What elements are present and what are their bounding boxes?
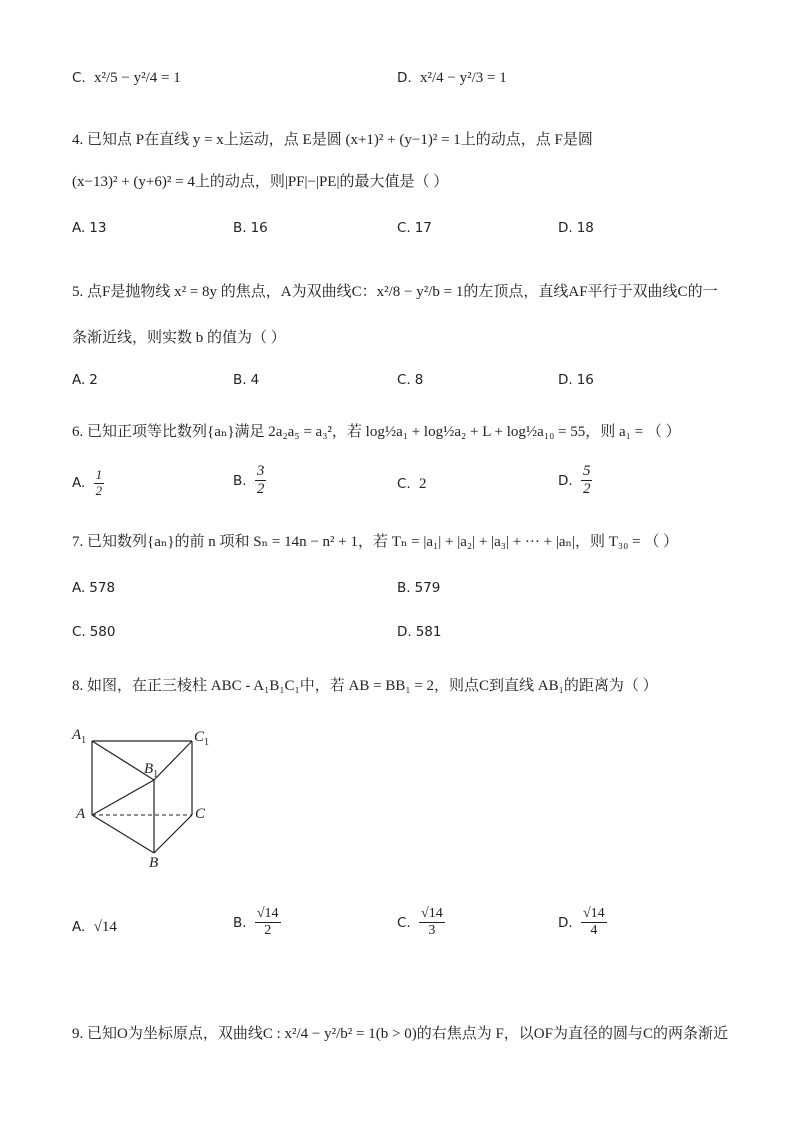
- option-letter: D.: [397, 624, 412, 640]
- label-subscript: 1: [81, 735, 87, 746]
- option-letter: B.: [233, 220, 247, 236]
- q9-stem-line1: 9. 已知O为坐标原点，双曲线C : x²/4 − y²/b² = 1(b > 0)的右焦点为 F，以OF为直径的圆与C的两条渐近: [72, 1026, 728, 1042]
- fraction-numerator: √14: [581, 906, 607, 923]
- option-letter: D.: [558, 472, 573, 489]
- option-letter: C.: [397, 914, 411, 931]
- option-text: 17: [414, 220, 432, 236]
- q3-option-c: [72, 70, 181, 87]
- fraction-numerator: 3: [255, 463, 267, 481]
- option-fraction: [255, 906, 281, 939]
- label-subscript: 1: [153, 769, 159, 780]
- prism-figure: [70, 725, 230, 875]
- label-letter: A: [72, 727, 82, 743]
- q6-option-d: [558, 463, 592, 499]
- label-letter: C: [194, 729, 205, 745]
- q7-option-a: [72, 580, 115, 596]
- option-letter: D.: [558, 372, 573, 388]
- fraction-numerator: 1: [95, 467, 103, 482]
- option-text: 2: [419, 476, 427, 492]
- q7-option-c: [72, 624, 116, 640]
- option-text: 8: [414, 372, 424, 388]
- option-fraction: [581, 463, 593, 499]
- option-fraction: [94, 468, 105, 499]
- option-fraction: [581, 906, 607, 939]
- q8-option-b: [233, 906, 281, 939]
- label-b: B: [149, 855, 159, 871]
- option-equation: x²/5 − y²/4 = 1: [94, 70, 181, 86]
- q4-stem-line2: (x−13)² + (y+6)² = 4上的动点，则|PF|−|PE|的最大值是（ ）: [72, 174, 449, 190]
- q5-stem-line1: 5. 点F是抛物线 x² = 8y 的焦点，A为双曲线C：x²/8 − y²/b = 1的左顶点，直线AF平行于双曲线C的一: [72, 284, 718, 300]
- q8-option-c: [397, 906, 445, 939]
- option-text: 13: [89, 220, 107, 236]
- option-letter: B.: [397, 580, 411, 596]
- q4-option-c: [397, 220, 432, 236]
- option-letter: D.: [558, 220, 573, 236]
- label-subscript: 1: [204, 737, 210, 748]
- fraction-numerator: √14: [419, 906, 445, 923]
- option-letter: A.: [72, 372, 86, 388]
- q6-stem-line1: 6. 已知正项等比数列{aₙ}满足 2a₂a₅ = a₃²，若 log½a₁ + log½a₂ + L + log½a₁₀ = 55，则 a₁ = （ ）: [72, 424, 681, 440]
- fraction-denominator: 2: [95, 482, 103, 498]
- option-text: 580: [89, 624, 116, 640]
- q5-option-a: [72, 372, 98, 388]
- option-letter: A.: [72, 580, 86, 596]
- option-letter: A.: [72, 220, 86, 236]
- label-a: A: [76, 806, 86, 822]
- q6-option-c: [397, 476, 427, 493]
- option-text: 579: [414, 580, 441, 596]
- label-c1: [194, 729, 209, 748]
- q7-option-b: [397, 580, 440, 596]
- q3-option-d: [397, 70, 507, 87]
- q6-option-b: [233, 463, 266, 499]
- q6-option-a: [72, 468, 104, 499]
- q5-option-c: [397, 372, 423, 388]
- fraction-denominator: 2: [264, 923, 272, 939]
- q5-option-d: [558, 372, 594, 388]
- fraction-numerator: √14: [255, 906, 281, 923]
- option-text: 18: [576, 220, 594, 236]
- option-fraction: [419, 906, 445, 939]
- option-letter: B.: [233, 372, 247, 388]
- q7-option-d: [397, 624, 441, 640]
- option-text: 16: [576, 372, 594, 388]
- option-letter: C.: [72, 624, 86, 640]
- option-text: 4: [250, 372, 260, 388]
- option-text: 2: [89, 372, 98, 388]
- option-equation: x²/4 − y²/3 = 1: [419, 70, 507, 86]
- option-letter: D.: [558, 914, 573, 931]
- label-a1: [72, 727, 86, 746]
- q4-option-b: [233, 220, 268, 236]
- fraction-denominator: 3: [428, 923, 436, 939]
- label-letter: B: [144, 761, 154, 777]
- option-letter: C.: [397, 372, 411, 388]
- option-text: 581: [415, 624, 442, 640]
- q5-option-b: [233, 372, 259, 388]
- option-text: 578: [89, 580, 116, 596]
- option-letter: C.: [397, 476, 411, 492]
- q5-stem-line2: 条渐近线，则实数 b 的值为（ ）: [72, 330, 286, 346]
- label-c: C: [195, 806, 206, 822]
- option-letter: A.: [72, 475, 86, 492]
- q8-option-a: [72, 919, 117, 936]
- option-fraction: [255, 463, 267, 499]
- fraction-denominator: 2: [582, 481, 591, 498]
- option-letter: C.: [397, 220, 411, 236]
- option-letter: C.: [72, 70, 86, 86]
- option-letter: B.: [233, 472, 247, 489]
- q8-option-d: [558, 906, 607, 939]
- q8-stem-line1: 8. 如图，在正三棱柱 ABC - A₁B₁C₁中，若 AB = BB₁ = 2，则点C到直线 AB₁的距离为（ ）: [72, 678, 658, 694]
- option-text: 16: [250, 220, 268, 236]
- fraction-denominator: 4: [590, 923, 598, 939]
- option-letter: B.: [233, 914, 247, 931]
- q7-stem-line1: 7. 已知数列{aₙ}的前 n 项和 Sₙ = 14n − n² + 1，若 Tₙ = |a₁| + |a₂| + |a₃| + ··· + |aₙ|，则 T₃₀ = （ ）: [72, 534, 679, 550]
- option-letter: D.: [397, 70, 412, 86]
- q4-option-a: [72, 220, 106, 236]
- option-letter: A.: [72, 919, 86, 935]
- q4-stem-line1: 4. 已知点 P在直线 y = x上运动，点 E是圆 (x+1)² + (y−1)² = 1上的动点，点 F是圆: [72, 132, 593, 148]
- fraction-numerator: 5: [581, 463, 593, 481]
- q4-option-d: [558, 220, 594, 236]
- fraction-denominator: 2: [256, 481, 265, 498]
- label-b1: [144, 761, 158, 780]
- option-text: √14: [93, 919, 117, 935]
